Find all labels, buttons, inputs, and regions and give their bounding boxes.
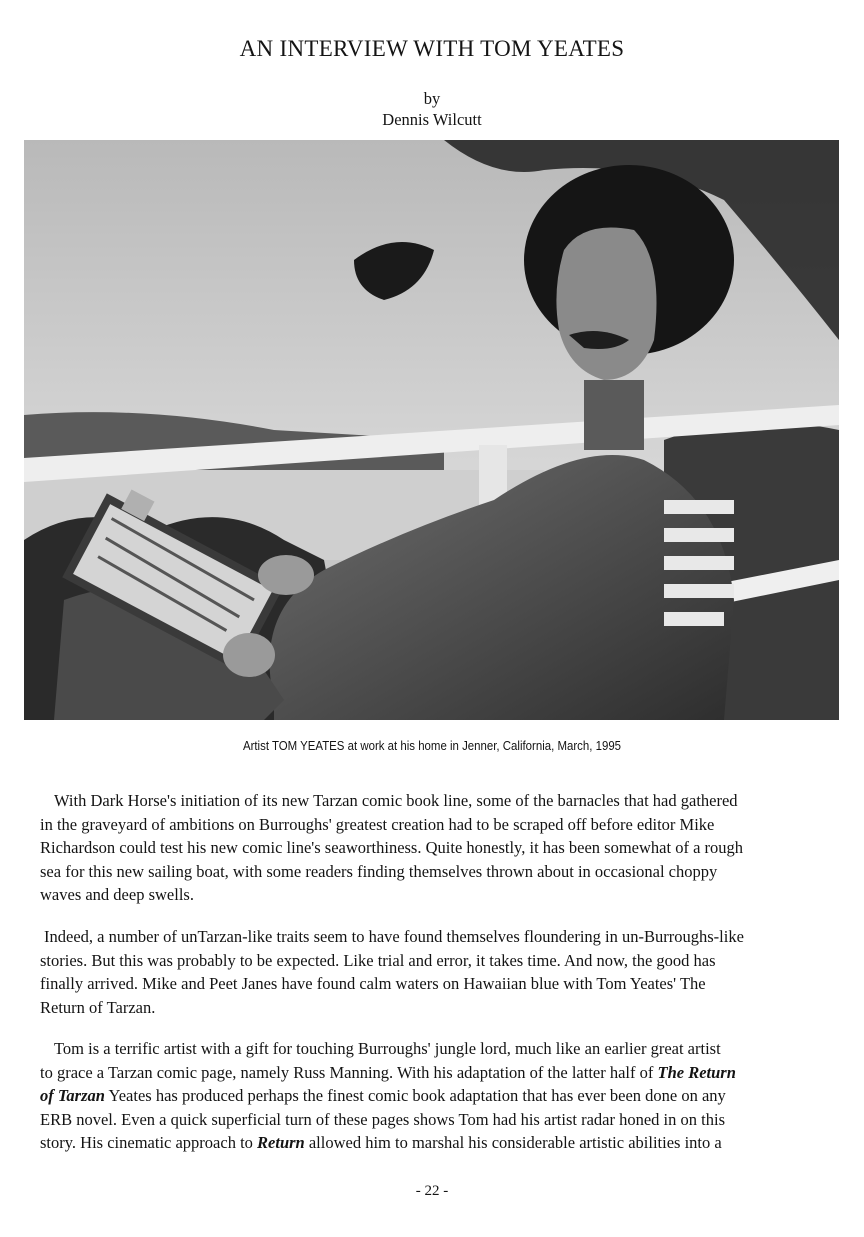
- paragraph-1: [40, 789, 830, 907]
- resting-hand: [223, 633, 275, 677]
- page-number: - 22 -: [415, 1183, 449, 1199]
- line-text: to grace a Tarzan comic page, namely Russ Manning. With his adaptation of the latter half of: [40, 1062, 658, 1082]
- paragraph-line: in the graveyard of ambitions on Burroughs' greatest creation had to be scraped off before editor Mike: [40, 814, 715, 834]
- drawing-hand: [258, 555, 314, 595]
- book-title: of Tarzan: [40, 1086, 105, 1105]
- paragraph-line: waves and deep swells.: [40, 885, 194, 904]
- neck: [584, 380, 644, 450]
- paragraph-line: stories. But this was probably to be expected. Like trial and error, it takes time. And now, the good has: [40, 950, 716, 970]
- paragraph-line: [40, 1084, 830, 1108]
- photo-caption: Artist TOM YEATES at work at his home in Jenner, California, March, 1995: [242, 738, 622, 753]
- byline: [0, 88, 864, 130]
- paragraph-line: Richardson could test his new comic line's seaworthiness. Quite honestly, it has been somewhat of a rough: [40, 838, 744, 857]
- by-label: by: [423, 89, 441, 108]
- line-text: allowed him to marshal his considerable artistic abilities into a: [304, 1133, 722, 1152]
- article-title: AN INTERVIEW WITH TOM YEATES: [239, 36, 625, 61]
- paragraph-line: Indeed, a number of unTarzan-like traits seem to have found themselves floundering in un-Burroughs-like: [44, 927, 744, 946]
- paragraph-3: [40, 1037, 830, 1155]
- photo-illustration: [24, 140, 839, 720]
- line-text: Yeates has produced perhaps the finest comic book adaptation that has ever been done on any: [104, 1086, 726, 1105]
- paragraph-line: [40, 1131, 830, 1155]
- book-title: The Return: [657, 1062, 736, 1082]
- paragraph-line: Return of Tarzan.: [40, 997, 156, 1017]
- line-text: story. His cinematic approach to: [40, 1133, 258, 1152]
- artist-photo: [24, 140, 839, 720]
- paragraph-2: [40, 925, 830, 1019]
- book-title: Return: [257, 1133, 305, 1152]
- paragraph-line: With Dark Horse's initiation of its new Tarzan comic book line, some of the barnacles that had gathered: [54, 791, 738, 810]
- paragraph-line: sea for this new sailing boat, with some readers finding themselves thrown about in occasional choppy: [40, 861, 718, 881]
- paragraph-line: [40, 1061, 830, 1085]
- paragraph-line: finally arrived. Mike and Peet Janes have found calm waters on Hawaiian blue with Tom Yeates' The: [40, 974, 706, 993]
- face: [556, 228, 656, 381]
- paragraph-line: ERB novel. Even a quick superficial turn of these pages shows Tom had his artist radar honed in on this: [40, 1109, 725, 1129]
- paragraph-line: Tom is a terrific artist with a gift for touching Burroughs' jungle lord, much like an earlier great artist: [54, 1039, 721, 1058]
- author-name: Dennis Wilcutt: [382, 110, 482, 129]
